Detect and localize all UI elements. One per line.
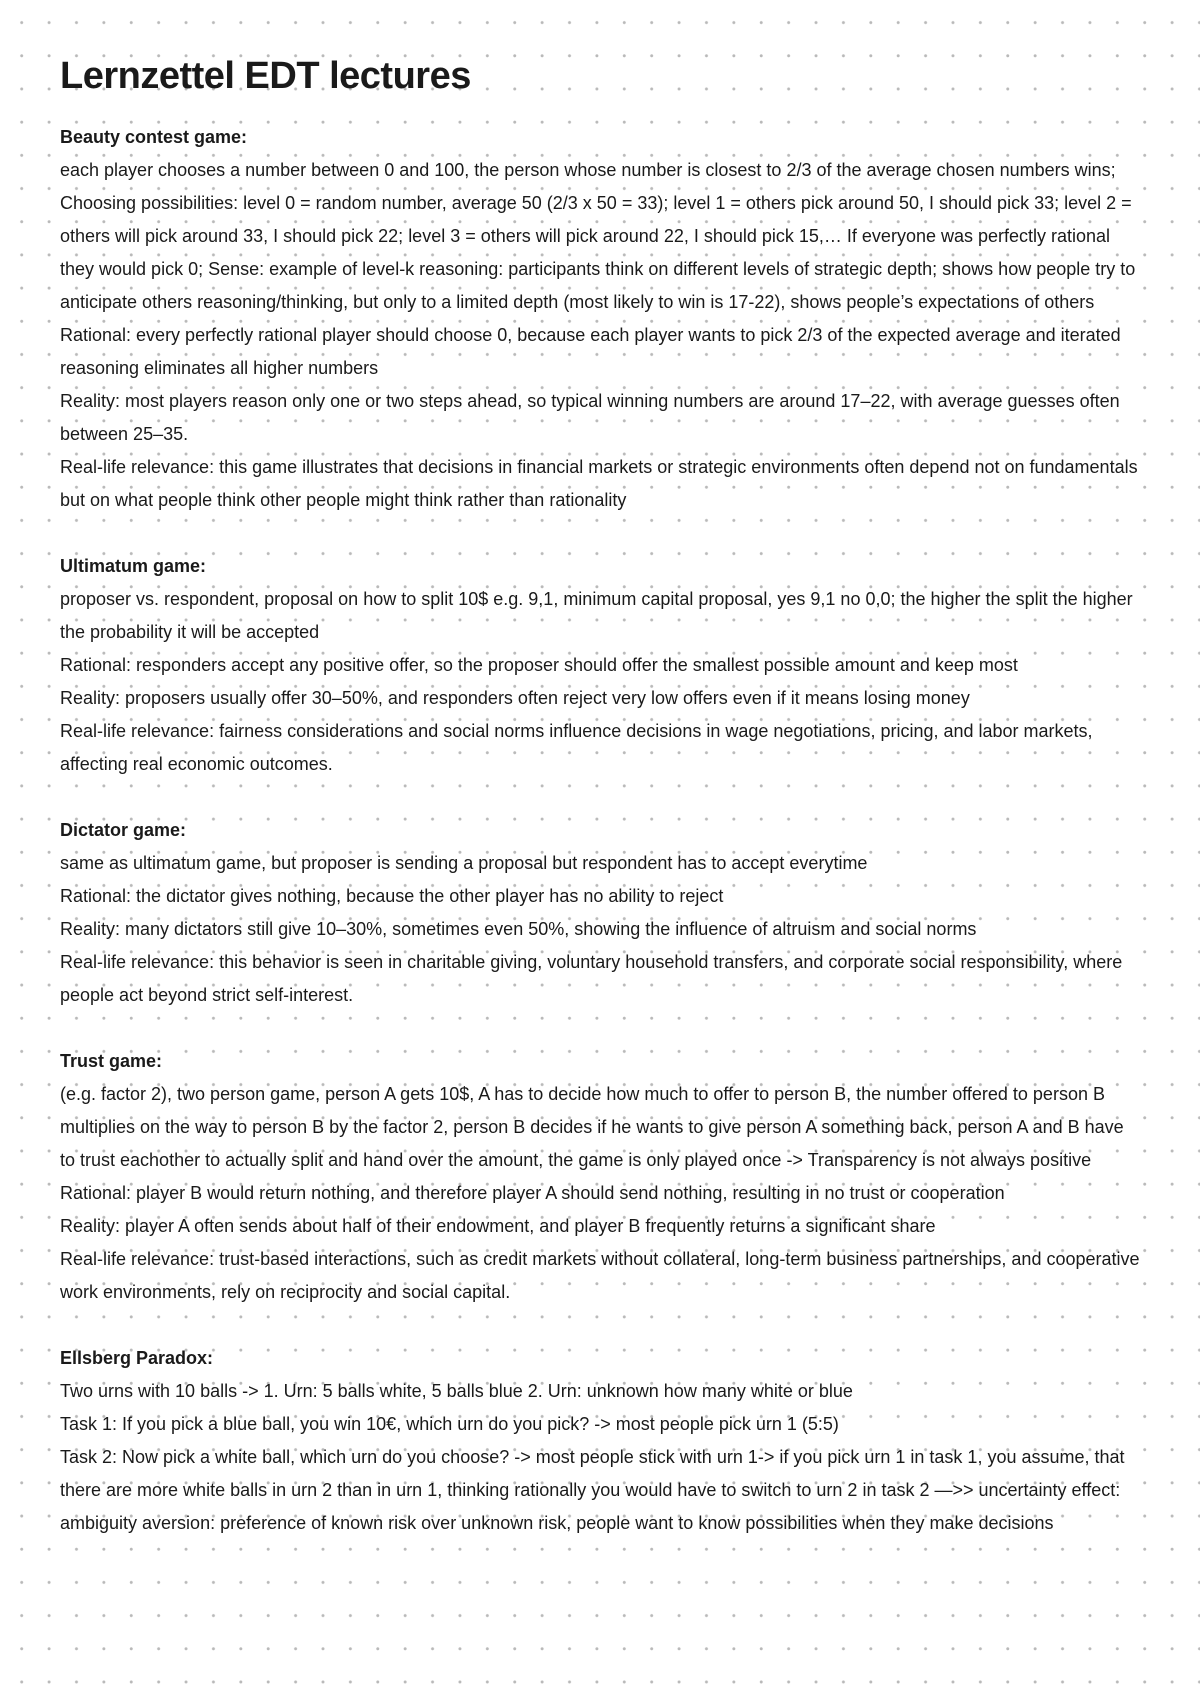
section-paragraph: proposer vs. respondent, proposal on how to split 10$ e.g. 9,1, minimum capital proposal, yes 9,1 no 0,0; the higher the split the higher the probability it will be accepted <box>60 589 1133 642</box>
section-heading: Dictator game: <box>60 820 187 840</box>
section-heading: Beauty contest game: <box>60 127 248 147</box>
section-heading: Ultimatum game: <box>60 556 207 576</box>
section-ellsberg <box>60 1342 1140 1540</box>
section-heading: Trust game: <box>60 1051 163 1071</box>
section-paragraph: Reality: player A often sends about half of their endowment, and player B frequently returns a significant share <box>60 1216 936 1236</box>
section-paragraph: Two urns with 10 balls -> 1. Urn: 5 balls white, 5 balls blue 2. Urn: unknown how many white or blue <box>60 1381 853 1401</box>
section-paragraph: Rational: responders accept any positive offer, so the proposer should offer the smallest possible amount and keep most <box>60 655 1018 675</box>
section-heading: Ellsberg Paradox: <box>60 1348 214 1368</box>
section-ultimatum <box>60 550 1140 781</box>
section-beauty-contest <box>60 121 1140 517</box>
section-paragraph: each player chooses a number between 0 and 100, the person whose number is closest to 2/3 of the average chosen numbers wins; Choosing possibilities: level 0 = random number, average 50 (2/3 x 50 = 33); level 1 = others pick around 50, I should pick 33; level 2 = others will pick around 33, I should pick 22; level 3 = others will pick around 22, I should pick 15,… If everyone was perfectly rational they would pick 0; Sense: example of level-k reasoning: participants think on different levels of strategic depth; shows how people try to anticipate others reasoning/thinking, but only to a limited depth (most likely to win is 17-22), shows people’s expectations of others <box>60 160 1136 312</box>
section-paragraph: Real-life relevance: trust-based interactions, such as credit markets without collateral, long-term business partnerships, and cooperative work environments, rely on reciprocity and social capital. <box>60 1249 1140 1302</box>
section-paragraph: same as ultimatum game, but proposer is sending a proposal but respondent has to accept everytime <box>60 853 868 873</box>
section-trust <box>60 1045 1140 1309</box>
section-paragraph: Reality: proposers usually offer 30–50%, and responders often reject very low offers even if it means losing money <box>60 688 970 708</box>
section-paragraph: Rational: the dictator gives nothing, because the other player has no ability to reject <box>60 886 724 906</box>
section-paragraph: (e.g. factor 2), two person game, person A gets 10$, A has to decide how much to offer to person B, the number offered to person B multiplies on the way to person B by the factor 2, person B decides if he wants to give person A something back, person A and B have to trust eachother to actually split and hand over the amount, the game is only played once -> Transparency is not always positive <box>60 1084 1124 1170</box>
section-paragraph: Task 2: Now pick a white ball, which urn do you choose? -> most people stick with urn 1-> if you pick urn 1 in task 1, you assume, that there are more white balls in urn 2 than in urn 1, thinking rationally you would have to switch to urn 2 in task 2 —>> uncertainty effect: ambiguity aversion: preference of known risk over unknown risk, people want to know possibilities when they make decisions <box>60 1447 1125 1533</box>
section-dictator <box>60 814 1140 1012</box>
section-paragraph: Real-life relevance: fairness considerations and social norms influence decisions in wage negotiations, pricing, and labor markets, affecting real economic outcomes. <box>60 721 1093 774</box>
section-paragraph: Rational: player B would return nothing, and therefore player A should send nothing, resulting in no trust or cooperation <box>60 1183 1005 1203</box>
section-paragraph: Reality: most players reason only one or two steps ahead, so typical winning numbers are around 17–22, with average guesses often between 25–35. <box>60 391 1120 444</box>
section-paragraph: Reality: many dictators still give 10–30%, sometimes even 50%, showing the influence of altruism and social norms <box>60 919 977 939</box>
section-paragraph: Task 1: If you pick a blue ball, you win 10€, which urn do you pick? -> most people pick urn 1 (5:5) <box>60 1414 839 1434</box>
section-paragraph: Rational: every perfectly rational player should choose 0, because each player wants to pick 2/3 of the expected average and iterated reasoning eliminates all higher numbers <box>60 325 1121 378</box>
section-paragraph: Real-life relevance: this behavior is seen in charitable giving, voluntary household transfers, and corporate social responsibility, where people act beyond strict self-interest. <box>60 952 1123 1005</box>
page-title: Lernzettel EDT lectures <box>60 55 471 97</box>
section-paragraph: Real-life relevance: this game illustrates that decisions in financial markets or strategic environments often depend not on fundamentals but on what people think other people might think rather than rationality <box>60 457 1138 510</box>
